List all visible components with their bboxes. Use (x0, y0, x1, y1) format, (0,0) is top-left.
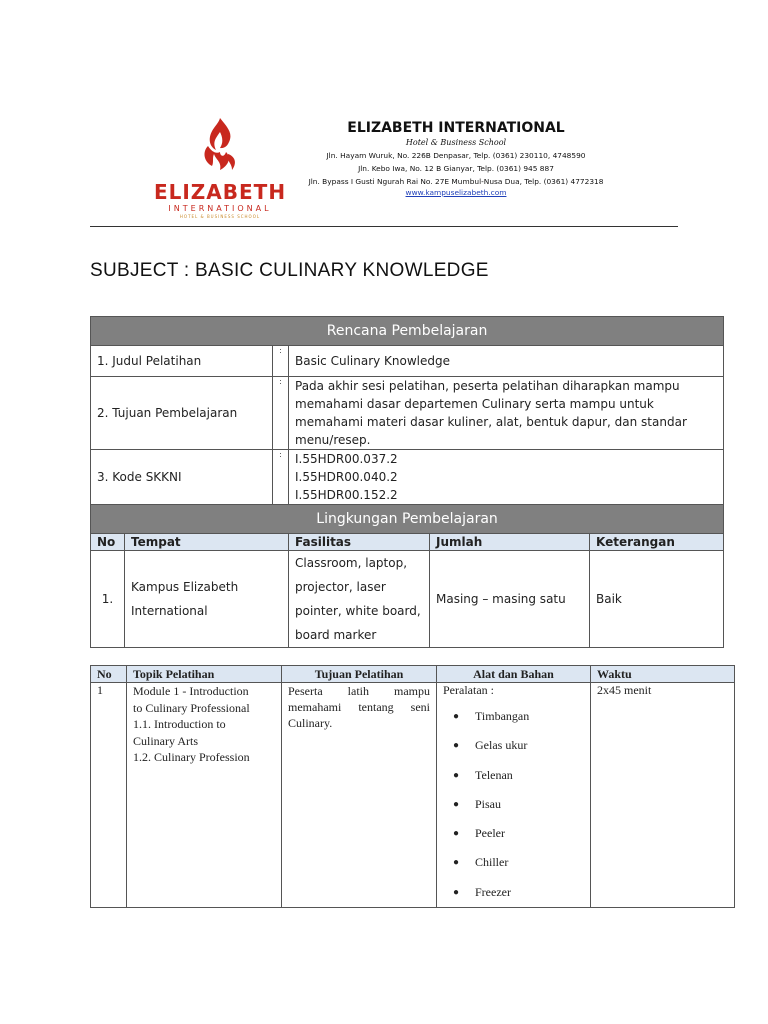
bullet-icon: ● (453, 857, 460, 869)
colon: : (273, 450, 289, 505)
address-line: Jln. Kebo Iwa, No. 12 B Gianyar, Telp. (0361) 945 887 (358, 164, 554, 173)
column-header: Fasilitas (289, 534, 430, 551)
cell-fasilitas (289, 551, 430, 648)
subject-title: SUBJECT : BASIC CULINARY KNOWLEDGE (90, 260, 489, 281)
brand-subtitle: INTERNATIONAL (168, 204, 272, 213)
cell-line: projector, laser (295, 580, 386, 594)
list-item: ● Freezer (475, 878, 584, 907)
bullet-icon: ● (453, 828, 460, 840)
list-item: ● Gelas ukur (475, 731, 584, 760)
cell-waktu: 2x45 menit (591, 683, 735, 908)
letterhead (136, 96, 634, 222)
plan-header: Rencana Pembelajaran (91, 317, 724, 346)
column-header: Tujuan Pelatihan (282, 666, 437, 683)
letterhead-text (286, 120, 626, 197)
column-header: Waktu (591, 666, 735, 683)
header-divider (90, 226, 678, 227)
cell-line: pointer, white board, (295, 604, 421, 618)
skkni-code: I.55HDR00.037.2 (295, 452, 398, 466)
cell-tempat (125, 551, 289, 648)
bullet-icon: ● (453, 740, 460, 752)
cell-line: board marker (295, 628, 377, 642)
bullet-icon: ● (453, 769, 460, 781)
cell-line: 1.1. Introduction to (133, 717, 226, 731)
cell-line: Kampus Elizabeth (131, 580, 239, 594)
institution-tagline: Hotel & Business School (405, 138, 507, 147)
website-link[interactable]: www.kampuselizabeth.com (405, 188, 507, 197)
cell-line: Culinary Arts (133, 733, 198, 748)
alat-label: Peralatan : (443, 683, 494, 697)
cell-alat (437, 683, 591, 908)
row-value: Pada akhir sesi pelatihan, peserta pelatihan diharapkan mampu memahami dasar departemen Culinary serta mampu untuk memahami materi dasar kuliner, alat, bentuk dapur, dan standar menu/resep. (289, 377, 724, 450)
cell-jumlah: Masing – masing satu (430, 551, 590, 648)
row-label: 1. Judul Pelatihan (91, 346, 273, 377)
column-header: Jumlah (430, 534, 590, 551)
environment-header: Lingkungan Pembelajaran (91, 505, 724, 534)
skkni-code: I.55HDR00.040.2 (295, 470, 398, 484)
row-label: 2. Tujuan Pembelajaran (91, 377, 273, 450)
column-header: No (91, 666, 127, 683)
bullet-icon: ● (453, 886, 460, 898)
address-line: Jln. Bypass I Gusti Ngurah Rai No. 27E Mumbul-Nusa Dua, Telp. (0361) 4772318 (308, 177, 604, 186)
bullet-icon: ● (453, 798, 460, 810)
list-item: ● Chiller (475, 848, 584, 877)
alat-list (443, 702, 584, 907)
list-item: ● Telenan (475, 761, 584, 790)
column-header: Keterangan (590, 534, 724, 551)
institution-name: ELIZABETH INTERNATIONAL (347, 120, 565, 136)
address-line: Jln. Hayam Wuruk, No. 226B Denpasar, Telp. (0361) 230110, 4748590 (326, 151, 586, 160)
row-value: Basic Culinary Knowledge (289, 346, 724, 377)
brand-name: ELIZABETH (153, 180, 287, 204)
cell-tujuan: Peserta latih mampu memahami tentang seni Culinary. (282, 683, 437, 908)
column-header: Alat dan Bahan (437, 666, 591, 683)
column-header: No (91, 534, 125, 551)
cell-line: International (131, 604, 208, 618)
skkni-code: I.55HDR00.152.2 (295, 488, 398, 502)
cell-no: 1 (91, 683, 127, 908)
cell-keterangan: Baik (590, 551, 724, 648)
flame-logo-icon (198, 116, 242, 174)
cell-line: Classroom, laptop, (295, 556, 408, 570)
list-item: ● Timbangan (475, 702, 584, 731)
column-header: Topik Pelatihan (127, 666, 282, 683)
bullet-icon: ● (453, 711, 460, 722)
list-item: ● Peeler (475, 819, 584, 848)
skkni-codes (289, 450, 724, 505)
list-item: ● Pisau (475, 790, 584, 819)
brand-school: HOTEL & BUSINESS SCHOOL (179, 214, 261, 219)
cell-topik (127, 683, 282, 908)
cell-line: 1.2. Culinary Profession (133, 750, 250, 764)
row-label: 3. Kode SKKNI (91, 450, 273, 505)
training-table (90, 665, 735, 908)
plan-table (90, 316, 724, 648)
cell-no: 1. (91, 551, 125, 648)
school-logo (150, 110, 290, 219)
column-header: Tempat (125, 534, 289, 551)
cell-line: to Culinary Professional (133, 700, 250, 715)
colon: : (273, 377, 289, 450)
cell-line: Module 1 - Introduction (133, 684, 249, 698)
colon: : (273, 346, 289, 377)
